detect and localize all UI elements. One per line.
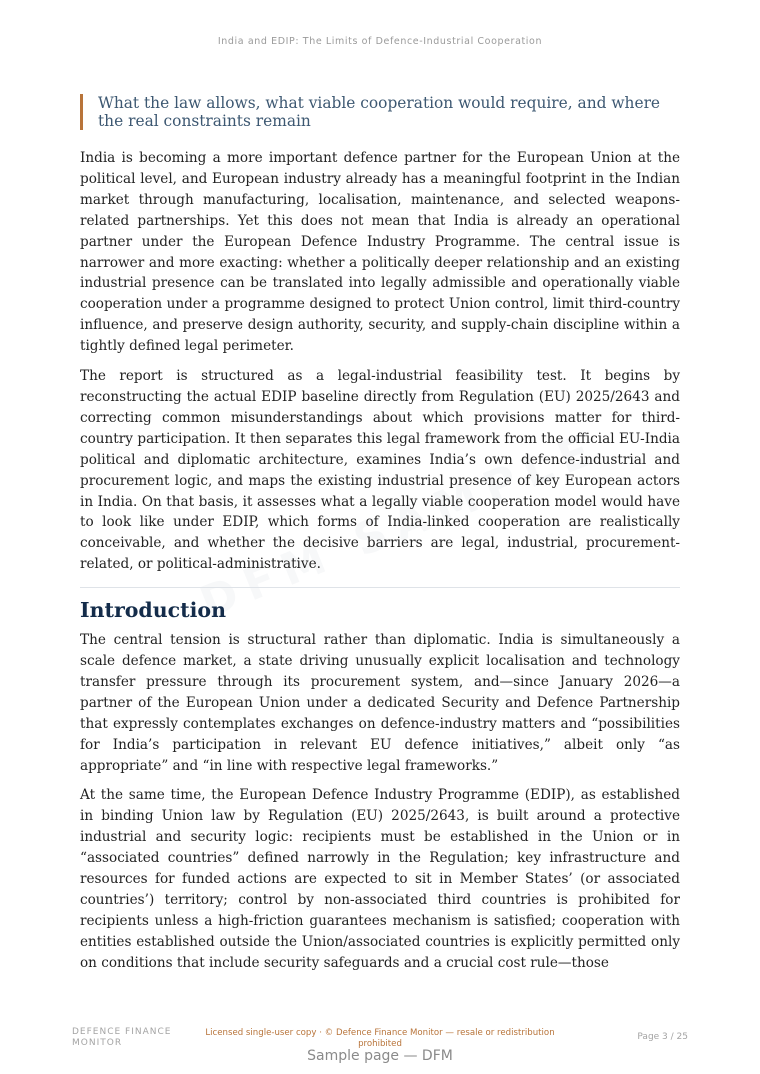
summary-paragraph: India is becoming a more important defence partner for the European Union at the political level, and European industry already has a meaningful footprint in the Indian market through manufacturing, localisation, maintenance, and selected weapons-related partnerships. Yet this does not mean that India is already an operational partner under the European Defence Industry Programme. The central issue is narrower and more exacting: whether a politically deeper relationship and an existing industrial presence can be translated into legally admissible and operationally viable cooperation under a programme designed to protect Union control, limit third-country influence, and preserve design authority, security, and supply-chain discipline within a tightly defined legal perimeter. <box>80 150 680 355</box>
running-header: India and EDIP: The Limits of Defence-Industrial Cooperation <box>217 36 543 47</box>
page-number: Page 3 / 25 <box>637 1032 688 1042</box>
section-divider <box>80 587 680 588</box>
summary-paragraph: The report is structured as a legal-industrial feasibility test. It begins by reconstructing the actual EDIP baseline directly from Regulation (EU) 2025/2643 and correcting common misunderstandings about which provisions matter for third-country participation. It then separates this legal framework from the official EU-India political and diplomatic architecture, examines India’s own defence-industrial and procurement logic, and maps the existing industrial presence of key European actors in India. On that basis, it assesses what a legally viable cooperation model would have to look like under EDIP, which forms of India-linked cooperation are realistically conceivable, and whether the decisive barriers are legal, industrial, procurement-related, or political-administrative. <box>80 368 680 573</box>
section-heading-introduction: Introduction <box>80 598 226 623</box>
footer-license-notice: Licensed single-user copy · © Defence Finance Monitor — resale or redistribution prohibited <box>205 1028 555 1049</box>
introduction-paragraph: At the same time, the European Defence Industry Programme (EDIP), as established in binding Union law by Regulation (EU) 2025/2643, is built around a protective industrial and security logic: recipients must be established in the Union or in “associated countries” defined narrowly in the Regulation; key infrastructure and resources for funded actions are expected to sit in Member States’ (or associated countries’) territory; control by non-associated third countries is prohibited for recipients unless a high-friction guarantees mechanism is satisfied; cooperation with entities established outside the Union/associated countries is explicitly permitted only on conditions that include security safeguards and a crucial cost rule—those <box>80 787 680 971</box>
sample-page-label: Sample page — DFM <box>307 1048 453 1064</box>
introduction-paragraph: The central tension is structural rather than diplomatic. India is simultaneously a scale defence market, a state driving unusually explicit localisation and technology transfer pressure through its procurement system, and—since January 2026—a partner of the European Union under a dedicated Security and Defence Partnership that expressly contemplates exchanges on defence-industry matters and “possibilities for India’s participation in relevant EU defence initiatives,” albeit only “as appropriate” and “in line with respective legal frameworks.” <box>80 632 680 774</box>
page-content <box>80 94 680 983</box>
footer-brand: DEFENCE FINANCE MONITOR <box>72 1027 172 1048</box>
summary-pullquote: What the law allows, what viable cooperation would require, and where the real constraints remain <box>80 94 680 130</box>
